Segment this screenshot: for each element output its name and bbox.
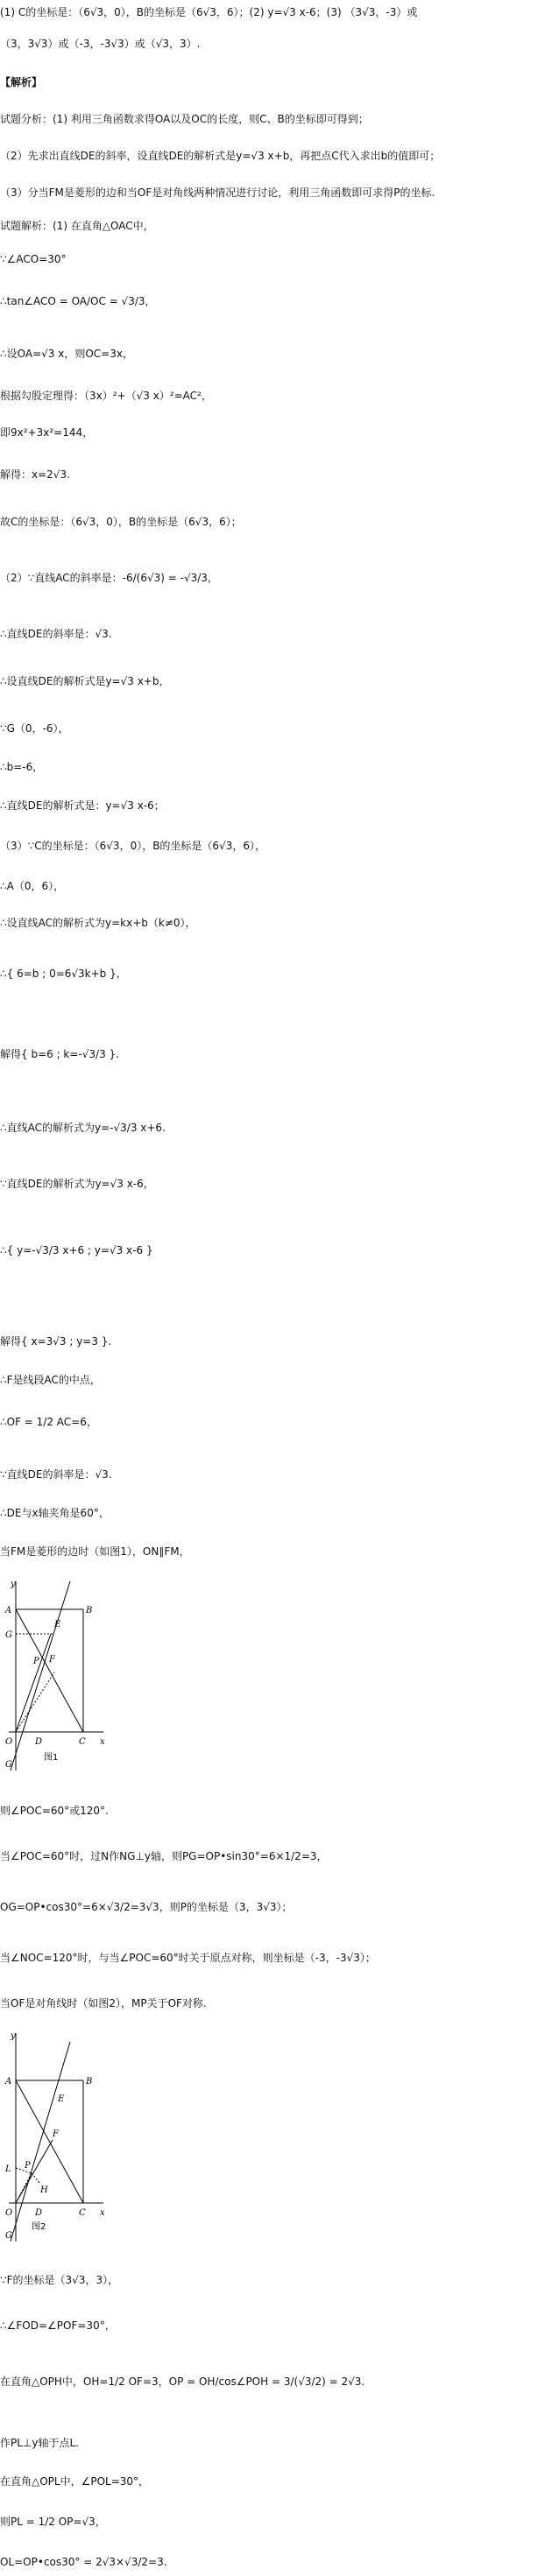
label-e: E	[58, 2094, 65, 2104]
doc-line: ∴直线DE的斜率是：√3.	[0, 628, 112, 640]
doc-line: ∴设直线DE的解析式是y=√3 x+b，	[0, 675, 170, 687]
doc-line: （3）∵C的坐标是：（6√3，0），B的坐标是（6√3，6），	[0, 840, 265, 852]
label-x: x	[100, 2208, 105, 2218]
doc-line: ∴F是线段AC的中点，	[0, 1374, 101, 1386]
doc-line: ∴设OA=√3 x，则OC=3x，	[0, 348, 133, 360]
doc-line: 当∠POC=60°时，过N作NG⊥y轴，则PG=OP•sin30°=6×1/2=3，	[0, 1850, 328, 1862]
figure-2-caption: 图2	[32, 2222, 46, 2232]
line-ac	[16, 1609, 83, 1732]
doc-line: 在直角△OPL中，∠POL=30°，	[0, 2475, 150, 2488]
doc-line: （2）∵直线AC的斜率是：-6/(6√3) = -√3/3，	[0, 572, 218, 584]
doc-line: 解得：x=2√3.	[0, 468, 70, 481]
doc-line: （2）先求出直线DE的斜率，设直线DE的解析式是y=√3 x+b，再把点C代入求出b的值即可；	[0, 150, 441, 162]
doc-line: ∴A（0，6），	[0, 880, 65, 892]
label-g: G	[5, 2231, 12, 2241]
segment-op	[16, 1672, 54, 1732]
label-o: O	[5, 2208, 13, 2218]
doc-line: ∴直线AC的解析式为y=-√3/3 x+6.	[0, 1122, 166, 1134]
doc-line: 当OF是对角线时（如图2），MP关于OF对称.	[0, 1997, 207, 2009]
doc-line: (1) C的坐标是：（6√3，0），B的坐标是（6√3，6）；(2) y=√3 x-6；(3) （3√3，-3）或	[0, 6, 418, 18]
label-d: D	[35, 2208, 43, 2218]
doc-line: ∵直线DE的斜率是：√3.	[0, 1468, 112, 1481]
doc-line: ∴{ 6=b ; 0=6√3k+b }，	[0, 968, 127, 980]
doc-line: 根据勾股定理得：（3x）²+（√3 x）²=AC²，	[0, 390, 212, 402]
doc-line: ∴b=-6，	[0, 761, 44, 773]
label-b: B	[86, 2077, 93, 2087]
segment-on	[16, 1634, 51, 1732]
doc-line: ∵∠ACO=30°	[0, 253, 67, 265]
doc-line: ∴tan∠ACO = OA/OC = √3/3，	[0, 295, 156, 307]
doc-line: OG=OP•cos30°=6×√3/2=3√3，则P的坐标是（3，3√3）；	[0, 1901, 293, 1913]
label-a: A	[5, 1606, 12, 1615]
figure-1-caption: 图1	[44, 1753, 59, 1763]
label-o: O	[5, 1737, 13, 1747]
doc-line: 即9x²+3x²=144，	[0, 426, 94, 439]
label-g-top: G	[5, 1630, 12, 1640]
doc-line: ∴DE与x轴夹角是60°，	[0, 1507, 110, 1519]
figure-2-diagram	[0, 2028, 131, 2247]
label-c: C	[79, 1737, 86, 1747]
label-y: y	[11, 1580, 16, 1589]
figure-1-diagram	[0, 1576, 131, 1777]
doc-line: 则PL = 1/2 OP=√3，	[0, 2516, 106, 2528]
doc-line: 故C的坐标是：（6√3，0），B的坐标是（6√3，6）；	[0, 516, 242, 528]
doc-line: ∵G（0，-6），	[0, 722, 69, 735]
doc-line: ∴OF = 1/2 AC=6，	[0, 1416, 97, 1428]
label-a: A	[5, 2077, 12, 2087]
doc-line: （3）分当FM是菱形的边和当OF是对角线两种情况进行讨论，利用三角函数即可求得P的坐标.	[0, 187, 435, 199]
doc-line: ∵直线DE的解析式为y=√3 x-6，	[0, 1178, 154, 1190]
doc-line: 试题解析：(1) 在直角△OAC中，	[0, 220, 154, 232]
label-e: E	[54, 1620, 61, 1629]
doc-line: 当FM是菱形的边时（如图1），ON∥FM，	[0, 1545, 190, 1558]
label-f: F	[53, 2129, 59, 2139]
doc-line: ∴{ y=-√3/3 x+6 ; y=√3 x-6 }	[0, 1244, 153, 1256]
doc-line: ∴直线DE的解析式是：y=√3 x-6；	[0, 799, 165, 812]
label-x: x	[100, 1737, 105, 1747]
doc-line: 【解析】	[0, 76, 43, 88]
label-l: L	[5, 2164, 11, 2174]
doc-line: 当∠NOC=120°时，与当∠POC=60°时关于原点对称，则坐标是（-3，-3√3）；	[0, 1952, 376, 1964]
doc-line: ∴∠FOD=∠POF=30°，	[0, 2319, 116, 2332]
label-g-bottom: G	[5, 1760, 12, 1770]
doc-line: ∵F的坐标是（3√3，3），	[0, 2274, 119, 2286]
label-p: P	[25, 2161, 31, 2171]
label-d: D	[35, 1737, 43, 1747]
doc-line: 作PL⊥y轴于点L.	[0, 2437, 79, 2449]
segment-ph	[32, 2173, 40, 2184]
doc-line: 在直角△OPH中，OH=1/2 OF=3，OP = OH/cos∠POH = 3/(√3/2) = 2√3.	[0, 2375, 365, 2388]
label-h: H	[40, 2185, 48, 2195]
label-f: F	[49, 1655, 55, 1665]
doc-line: 解得{ b=6 ; k=-√3/3 }.	[0, 1048, 119, 1060]
label-p: P	[33, 1657, 39, 1666]
label-b: B	[86, 1606, 93, 1615]
label-c: C	[79, 2208, 86, 2218]
doc-line: 试题分析：(1) 利用三角函数求得OA以及OC的长度，则C、B的坐标即可得到；	[0, 113, 369, 125]
doc-line: （3，3√3）或（-3，-3√3）或（√3，3）.	[0, 38, 201, 50]
doc-line: ∴设直线AC的解析式为y=kx+b（k≠0），	[0, 917, 196, 929]
line-ac	[16, 2080, 83, 2203]
label-y: y	[11, 2031, 16, 2041]
doc-line: 解得{ x=3√3 ; y=3 }.	[0, 1335, 112, 1348]
doc-line: OL=OP•cos30° = 2√3×√3/2=3.	[0, 2556, 167, 2568]
doc-line: 则∠POC=60°或120°.	[0, 1805, 109, 1817]
